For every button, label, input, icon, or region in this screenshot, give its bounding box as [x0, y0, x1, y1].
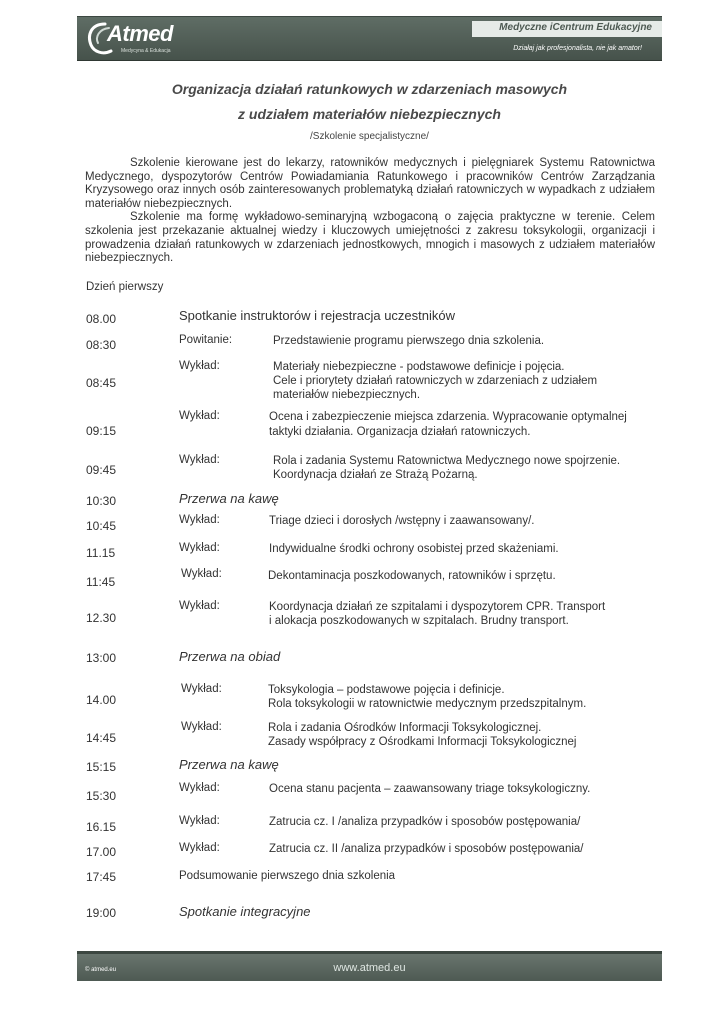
schedule-time: 16.15 — [86, 820, 117, 834]
schedule-description: Toksykologia – podstawowe pojęcia i definicje. — [268, 684, 505, 696]
intro-paragraph: Szkolenie kierowane jest do lekarzy, ratowników medycznych i pielęgniarek Systemu Ratownictwa Medycznego, dyspozytorów Centrów Powiadamiania Ratunkowego i pracowników Centrów Zarządzania Kryzysowego oraz innych osób zainteresowanych problematyką działań ratowniczych w wypadkach z udziałem materiałów niebezpiecznych. — [85, 157, 655, 210]
schedule-description: Zasady współpracy z Ośrodkami Informacji Toksykologicznej — [268, 736, 577, 748]
schedule-description: Materiały niebezpieczne - podstawowe definicje i pojęcia. — [273, 361, 565, 373]
intro-section — [85, 157, 655, 266]
schedule-description: Rola i zadania Systemu Ratownictwa Medycznego nowe spojrzenie. — [273, 455, 621, 467]
schedule-time: 09:15 — [86, 424, 117, 438]
break-label: Spotkanie integracyjne — [179, 904, 311, 919]
schedule-description: i alokacja poszkodowanych w szpitalach. Brudny transport. — [269, 615, 569, 627]
schedule-description: Indywidualne środki ochrony osobistej przed skażeniami. — [269, 543, 559, 555]
schedule-description: Triage dzieci i dorosłych /wstępny i zaawansowany/. — [269, 515, 535, 527]
schedule-description: materiałów niebezpiecznych. — [273, 389, 421, 401]
schedule-description: taktyki działania. Organizacja działań ratowniczych. — [269, 426, 531, 438]
schedule-kind: Wykład: — [179, 514, 220, 526]
schedule-time: 15:15 — [86, 760, 117, 774]
schedule-description: Ocena i zabezpieczenie miejsca zdarzenia. Wypracowanie optymalnej — [269, 411, 627, 423]
schedule-kind: Wykład: — [181, 721, 222, 733]
schedule-time: 14.00 — [86, 693, 117, 707]
logo-text: Atmed — [107, 21, 173, 46]
schedule-description: Rola toksykologii w ratownictwie medycznym przedszpitalnym. — [268, 698, 587, 710]
schedule-description: Ocena stanu pacjenta – zaawansowany triage toksykologiczny. — [269, 783, 591, 795]
logo-subtitle: Medycyna & Edukacja — [121, 48, 171, 54]
schedule-description: Koordynacja działań ze szpitalami i dyspozytorem CPR. Transport — [269, 601, 606, 613]
schedule-kind: Wykład: — [179, 542, 220, 554]
schedule-description: Koordynacja działań ze Strażą Pożarną. — [273, 469, 478, 481]
schedule-description: Dekontaminacja poszkodowanych, ratowników i sprzętu. — [268, 570, 556, 582]
schedule-time: 11.15 — [86, 546, 116, 560]
footer-divider — [77, 951, 662, 954]
schedule-time: 14:45 — [86, 731, 117, 745]
schedule-time: 10:45 — [86, 519, 117, 533]
schedule-description: Rola i zadania Ośrodków Informacji Toksykologicznej. — [268, 722, 542, 734]
document-title-line2: z udziałem materiałów niebezpiecznych — [238, 106, 501, 122]
footer-banner — [77, 951, 662, 981]
intro-paragraph: Szkolenie ma formę wykładowo-seminaryjną wzbogaconą o zajęcia praktyczne w terenie. Celem szkolenia jest przekazanie aktualnej wiedzy i kluczowych umiejętności z zakresu toksykologii, organizacji i prowadzenia działań ratunkowych w zdarzeniach jednostkowych, mnogich i masowych z udziałem materiałów niebezpiecznych. — [85, 211, 655, 265]
schedule-time: 17:45 — [86, 870, 117, 884]
footer-copyright: © atmed.eu — [85, 967, 117, 973]
schedule-kind: Wykład: — [179, 454, 220, 466]
schedule-kind: Wykład: — [179, 600, 220, 612]
schedule-entry: Spotkanie instruktorów i rejestracja uczestników — [179, 308, 456, 323]
schedule-time: 17.00 — [86, 845, 117, 859]
schedule-kind: Wykład: — [179, 410, 220, 422]
schedule-description: Przedstawienie programu pierwszego dnia szkolenia. — [273, 335, 545, 347]
header-motto: Działaj jak profesjonalista, nie jak amator! — [513, 45, 642, 52]
schedule-description: Zatrucia cz. I /analiza przypadków i sposobów postępowania/ — [269, 816, 581, 828]
schedule-kind: Powitanie: — [179, 334, 233, 346]
schedule-description: Zatrucia cz. II /analiza przypadków i sposobów postępowania/ — [269, 843, 584, 855]
break-label: Przerwa na obiad — [179, 649, 281, 664]
schedule-time: 09:45 — [86, 463, 117, 477]
schedule-time: 08:30 — [86, 338, 117, 352]
schedule-time: 11:45 — [86, 575, 116, 589]
schedule-time: 19:00 — [86, 906, 117, 920]
day-label: Dzień pierwszy — [86, 281, 164, 293]
schedule-time: 08:45 — [86, 376, 117, 390]
atmed-logo[interactable] — [85, 21, 195, 57]
schedule-time: 10:30 — [86, 494, 117, 508]
schedule-entry: Podsumowanie pierwszego dnia szkolenia — [179, 870, 396, 882]
schedule-kind: Wykład: — [181, 568, 222, 580]
schedule-kind: Wykład: — [179, 842, 220, 854]
schedule-kind: Wykład: — [179, 360, 220, 372]
document-subtitle: /Szkolenie specjalistyczne/ — [310, 131, 429, 142]
document-title-line1: Organizacja działań ratunkowych w zdarzeniach masowych — [171, 81, 568, 97]
schedule-description: Cele i priorytety działań ratowniczych w zdarzeniach z udziałem — [273, 375, 598, 387]
schedule-kind: Wykład: — [179, 815, 220, 827]
break-label: Przerwa na kawę — [179, 491, 279, 506]
schedule-kind: Wykład: — [181, 683, 222, 695]
schedule-time: 12.30 — [86, 611, 117, 625]
schedule-time: 13:00 — [86, 651, 117, 665]
break-label: Przerwa na kawę — [179, 757, 279, 772]
header-title: Medyczne iCentrum Edukacyjne — [499, 22, 652, 33]
footer-url-link[interactable]: www.atmed.eu — [333, 962, 406, 974]
schedule-kind: Wykład: — [179, 782, 220, 794]
header-banner — [77, 16, 662, 61]
schedule-time: 15:30 — [86, 789, 117, 803]
schedule-time: 08.00 — [86, 312, 117, 326]
